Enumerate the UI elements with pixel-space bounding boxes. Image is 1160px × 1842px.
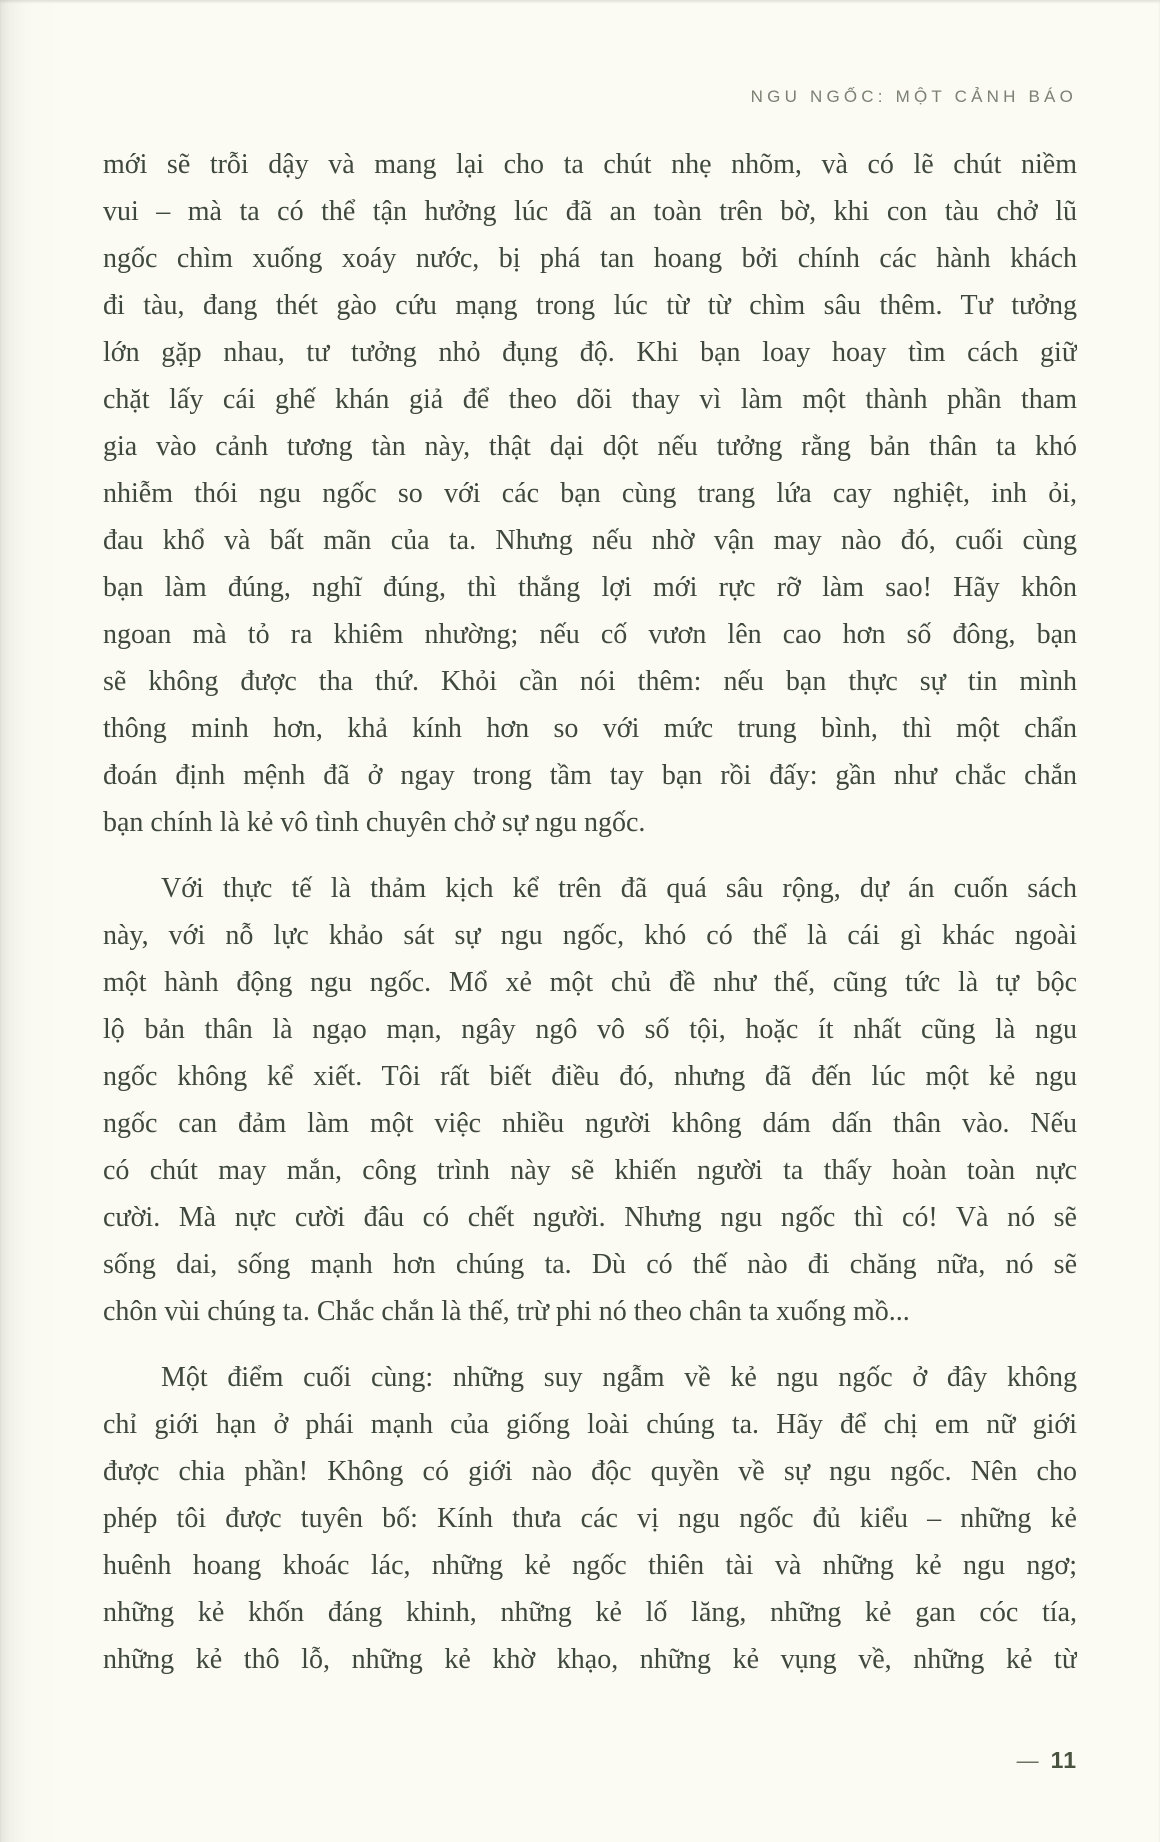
page-footer bbox=[1017, 1747, 1077, 1774]
text-line: ngốc chìm xuống xoáy nước, bị phá tan hoang bởi chính các hành khách bbox=[103, 243, 1077, 274]
text-line: chỉ giới hạn ở phái mạnh của giống loài chúng ta. Hãy để chị em nữ giới bbox=[103, 1409, 1077, 1440]
paragraph bbox=[103, 1354, 1077, 1683]
text-line: sẽ không được tha thứ. Khỏi cần nói thêm: nếu bạn thực sự tin mình bbox=[103, 666, 1077, 697]
text-line: mới sẽ trỗi dậy và mang lại cho ta chút nhẹ nhõm, và có lẽ chút niềm bbox=[103, 149, 1077, 180]
text-line: vui – mà ta có thể tận hưởng lúc đã an toàn trên bờ, khi con tàu chở lũ bbox=[103, 196, 1077, 227]
text-line: nhiễm thói ngu ngốc so với các bạn cùng trang lứa cay nghiệt, inh ỏi, bbox=[103, 478, 1077, 509]
text-line: lớn gặp nhau, tư tưởng nhỏ đụng độ. Khi bạn loay hoay tìm cách giữ bbox=[103, 337, 1077, 368]
text-line: ngoan mà tỏ ra khiêm nhường; nếu cố vươn lên cao hơn số đông, bạn bbox=[103, 619, 1077, 650]
text-line: một hành động ngu ngốc. Mổ xẻ một chủ đề như thế, cũng tức là tự bộc bbox=[103, 967, 1077, 998]
text-line: Với thực tế là thảm kịch kể trên đã quá sâu rộng, dự án cuốn sách bbox=[161, 873, 1077, 904]
text-line: ngốc can đảm làm một việc nhiều người không dám dấn thân vào. Nếu bbox=[103, 1108, 1077, 1139]
text-line: những kẻ khốn đáng khinh, những kẻ lố lăng, những kẻ gan cóc tía, bbox=[103, 1597, 1077, 1628]
text-line: huênh hoang khoác lác, những kẻ ngốc thiên tài và những kẻ ngu ngơ; bbox=[103, 1550, 1077, 1581]
text-line: lộ bản thân là ngạo mạn, ngây ngô vô số tội, hoặc ít nhất cũng là ngu bbox=[103, 1014, 1077, 1045]
text-line: đi tàu, đang thét gào cứu mạng trong lúc từ từ chìm sâu thêm. Tư tưởng bbox=[103, 290, 1077, 321]
text-line: chặt lấy cái ghế khán giả để theo dõi thay vì làm một thành phần tham bbox=[103, 384, 1077, 415]
text-line: thông minh hơn, khả kính hơn so với mức trung bình, thì một chẩn bbox=[103, 713, 1077, 744]
text-line: được chia phần! Không có giới nào độc quyền về sự ngu ngốc. Nên cho bbox=[103, 1456, 1077, 1487]
text-line: đoán định mệnh đã ở ngay trong tầm tay bạn rồi đấy: gần như chắc chắn bbox=[103, 760, 1077, 791]
paragraph bbox=[103, 865, 1077, 1335]
text-line: bạn làm đúng, nghĩ đúng, thì thắng lợi mới rực rỡ làm sao! Hãy khôn bbox=[103, 572, 1077, 603]
text-line: bạn chính là kẻ vô tình chuyên chở sự ngu ngốc. bbox=[103, 807, 646, 838]
page-number: 11 bbox=[1050, 1747, 1077, 1773]
text-line: cười. Mà nực cười đâu có chết người. Nhưng ngu ngốc thì có! Và nó sẽ bbox=[103, 1202, 1077, 1233]
text-line: ngốc không kể xiết. Tôi rất biết điều đó, nhưng đã đến lúc một kẻ ngu bbox=[103, 1061, 1077, 1092]
text-line: sống dai, sống mạnh hơn chúng ta. Dù có thế nào đi chăng nữa, nó sẽ bbox=[103, 1249, 1077, 1280]
text-line: có chút may mắn, công trình này sẽ khiến người ta thấy hoàn toàn nực bbox=[103, 1155, 1077, 1186]
page-body bbox=[103, 141, 1077, 1683]
text-line: đau khổ và bất mãn của ta. Nhưng nếu nhờ vận may nào đó, cuối cùng bbox=[103, 525, 1077, 556]
text-line: gia vào cảnh tương tàn này, thật dại dột nếu tưởng rằng bản thân ta khó bbox=[103, 431, 1077, 462]
paragraph bbox=[103, 141, 1077, 846]
page-number-dash: — bbox=[1016, 1748, 1039, 1773]
running-header: NGU NGỐC: MỘT CẢNH BÁO bbox=[750, 87, 1077, 106]
text-line: phép tôi được tuyên bố: Kính thưa các vị ngu ngốc đủ kiểu – những kẻ bbox=[103, 1503, 1077, 1534]
text-line: những kẻ thô lỗ, những kẻ khờ khạo, những kẻ vụng về, những kẻ từ bbox=[103, 1644, 1077, 1675]
text-line: Một điểm cuối cùng: những suy ngẫm về kẻ ngu ngốc ở đây không bbox=[161, 1362, 1077, 1393]
text-line: này, với nỗ lực khảo sát sự ngu ngốc, khó có thể là cái gì khác ngoài bbox=[103, 920, 1077, 951]
text-line: chôn vùi chúng ta. Chắc chắn là thế, trừ phi nó theo chân ta xuống mồ... bbox=[103, 1296, 910, 1327]
